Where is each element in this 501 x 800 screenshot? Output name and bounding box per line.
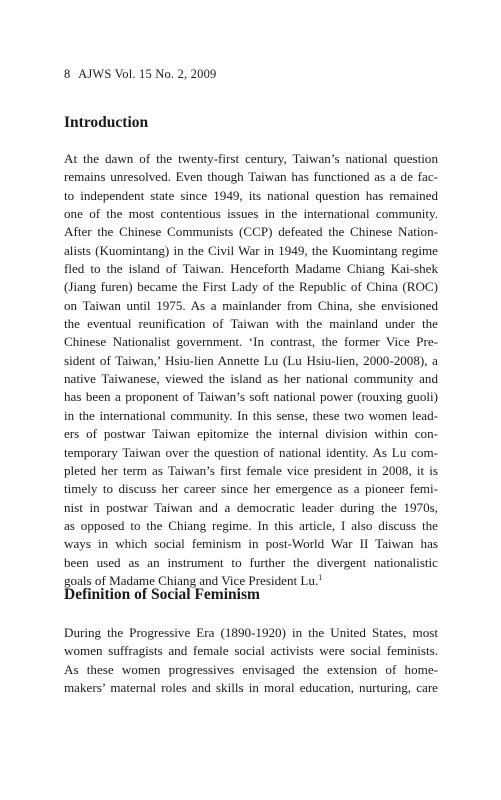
text-line: alists (Kuomintang) in the Civil War in 1949, the Kuomintang regime — [64, 242, 438, 258]
text-line: ers of postwar Taiwan epitomize the internal division within con- — [64, 426, 438, 442]
text-line: to independent state since 1949, its national question has remained — [64, 187, 438, 203]
text-line: has been a proponent of Taiwan’s soft national power (rouxing guoli) — [64, 389, 438, 405]
text-line: native Taiwanese, viewed the island as her national community and — [64, 371, 438, 387]
page-number: 8 — [64, 67, 71, 81]
text-line: sident of Taiwan,’ Hsiu-lien Annette Lu (Lu Hsiu-lien, 2000-2008), a — [64, 352, 438, 368]
text-line: remains unresolved. Even though Taiwan has functioned as a de fac- — [64, 169, 438, 185]
text-line: on Taiwan until 1975. As a mainlander from China, she envisioned — [64, 297, 438, 313]
text-line: been used as an instrument to further the divergent nationalistic — [64, 554, 438, 570]
text-line: pleted her term as Taiwan’s first female vice president in 2008, it is — [64, 462, 438, 478]
text-line: one of the most contentious issues in the international community. — [64, 206, 438, 222]
text-line: After the Chinese Communists (CCP) defeated the Chinese Nation- — [64, 224, 438, 240]
text-line: timely to discuss her career since her emergence as a pioneer femi- — [64, 481, 438, 497]
text-line: ways in which social feminism in post-World War II Taiwan has — [64, 536, 438, 552]
journal-citation: AJWS Vol. 15 No. 2, 2009 — [78, 67, 217, 81]
text-line: During the Progressive Era (1890-1920) in the United States, most — [64, 625, 438, 640]
text-line: women suffragists and female social activists were social feminists. — [64, 643, 438, 659]
text-line-content: goals of Madame Chiang and Vice President Lu. — [64, 572, 319, 588]
text-line: the eventual reunification of Taiwan with the mainland under the — [64, 316, 438, 332]
text-line: nist in postwar Taiwan and a democratic leader during the 1970s, — [64, 499, 438, 515]
introduction-paragraph — [64, 150, 438, 590]
text-line: fled to the island of Taiwan. Henceforth Madame Chiang Kai-shek — [64, 261, 438, 277]
text-line: Chinese Nationalist government. ‘In contrast, the former Vice Pre- — [64, 334, 438, 350]
section-heading-introduction: Introduction — [64, 114, 149, 131]
text-line: (Jiang furen) became the First Lady of the Republic of China (ROC) — [64, 279, 438, 295]
text-line: makers’ maternal roles and skills in moral education, nurturing, care — [64, 680, 438, 696]
definition-paragraph — [64, 624, 438, 697]
text-line: temporary Taiwan over the question of national identity. As Lu com- — [64, 444, 438, 460]
footnote-marker[interactable]: 1 — [318, 572, 323, 582]
text-line: in the international community. In this sense, these two women lead- — [64, 407, 438, 423]
section-heading-definition: Definition of Social Feminism — [64, 586, 260, 603]
text-line: as opposed to the Chiang regime. In this article, I also discuss the — [64, 517, 438, 533]
text-line: At the dawn of the twenty-first century, Taiwan’s national question — [64, 151, 438, 166]
running-head — [64, 67, 216, 82]
text-line: As these women progressives envisaged the extension of home- — [64, 661, 438, 677]
